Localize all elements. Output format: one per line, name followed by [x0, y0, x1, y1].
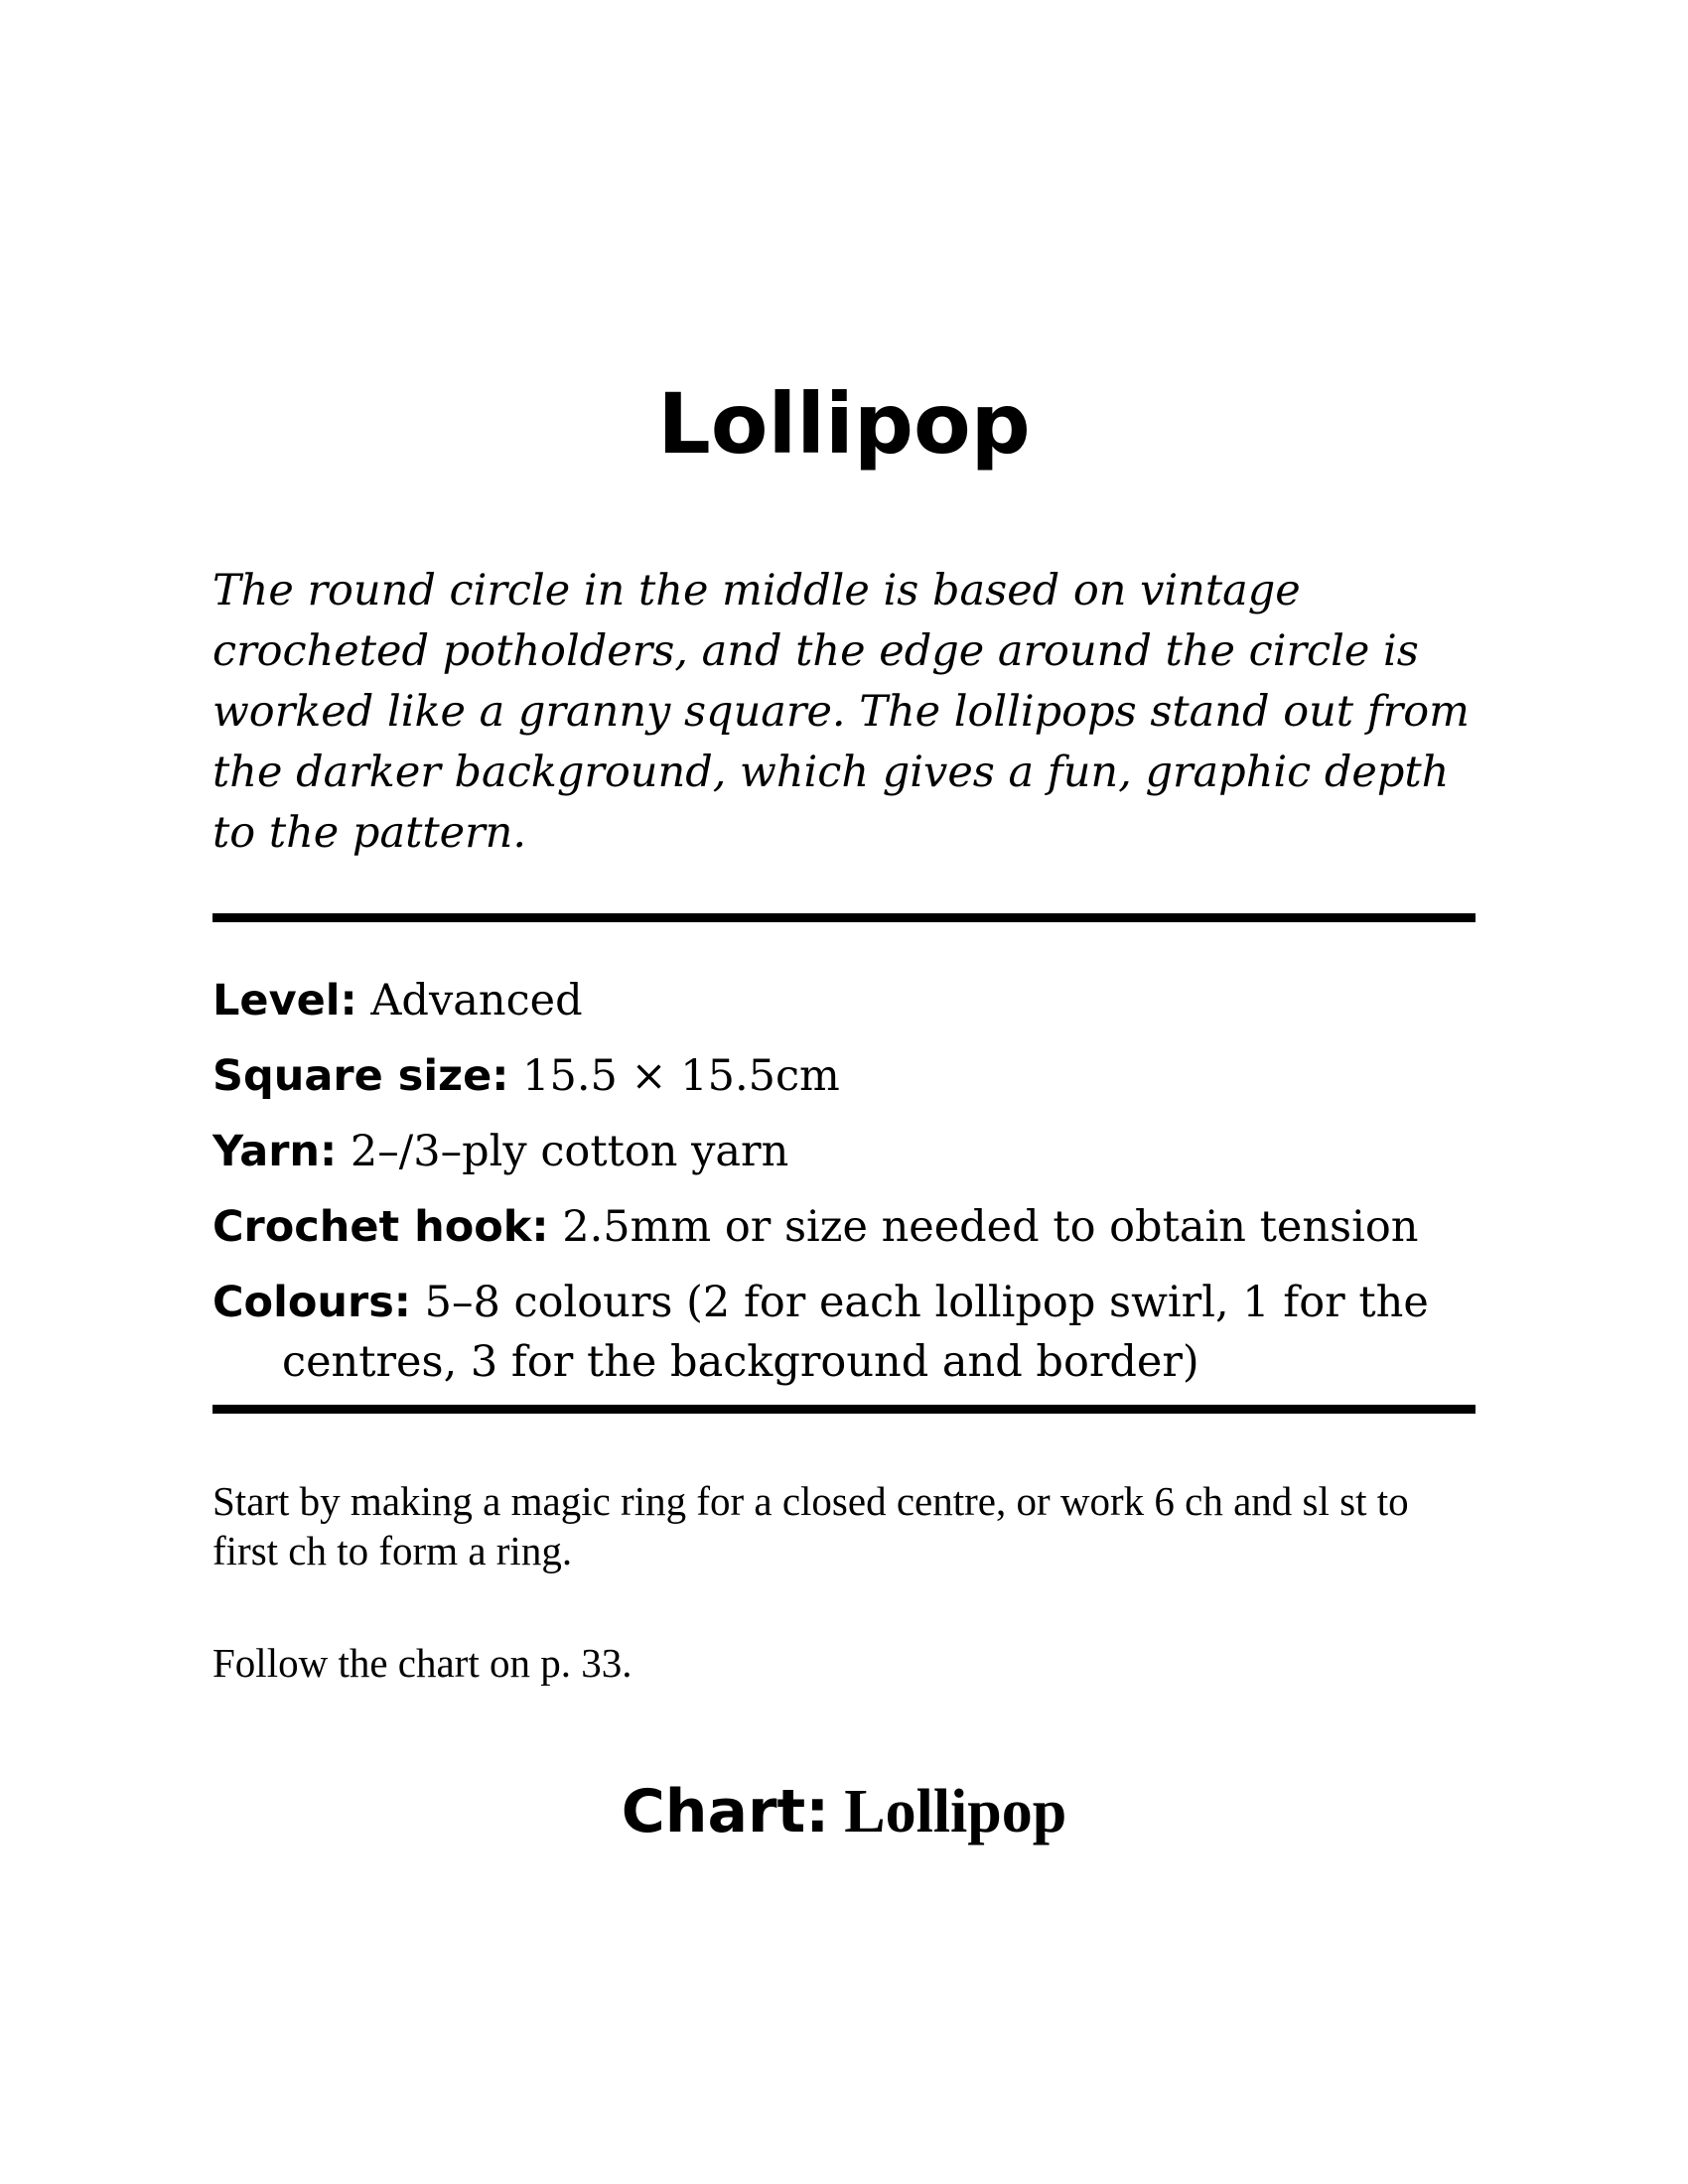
spec-label: Yarn:	[212, 1127, 338, 1176]
instruction-start: Start by making a magic ring for a closed centre, or work 6 ch and sl st to first ch to form a ring.	[212, 1478, 1409, 1573]
instruction-chart-reference: Follow the chart on p. 33.	[212, 1640, 633, 1686]
spec-crochet-hook	[212, 1197, 1476, 1257]
pattern-specs	[212, 971, 1476, 1408]
chart-heading	[212, 1777, 1476, 1846]
spec-value: 15.5 × 15.5cm	[522, 1051, 840, 1101]
spec-value: Advanced	[370, 976, 583, 1025]
pattern-intro: The round circle in the middle is based on vintage crocheted potholders, and the edge around the circle is worked like a granny square. The lollipops stand out from the darker background, which gives a fun, graphic depth to the pattern.	[212, 566, 1470, 858]
divider-top	[212, 913, 1476, 922]
spec-value: 2.5mm or size needed to obtain tension	[562, 1202, 1419, 1252]
spec-label: Square size:	[212, 1051, 509, 1101]
spec-value: 5–8 colours (2 for each lollipop swirl, 1 for the centres, 3 for the background and border)	[282, 1278, 1429, 1387]
spec-level	[212, 971, 1476, 1030]
spec-yarn	[212, 1122, 1476, 1181]
spec-label: Crochet hook:	[212, 1202, 549, 1252]
spec-square-size	[212, 1046, 1476, 1106]
divider-bottom	[212, 1405, 1476, 1414]
spec-value: 2–/3–ply cotton yarn	[350, 1127, 789, 1176]
chart-heading-label: Chart:	[621, 1777, 830, 1846]
chart-heading-name: Lollipop	[844, 1778, 1067, 1845]
spec-label: Colours:	[212, 1278, 411, 1327]
pattern-title: Lollipop	[657, 375, 1031, 473]
spec-label: Level:	[212, 976, 357, 1025]
spec-colours	[212, 1273, 1476, 1392]
